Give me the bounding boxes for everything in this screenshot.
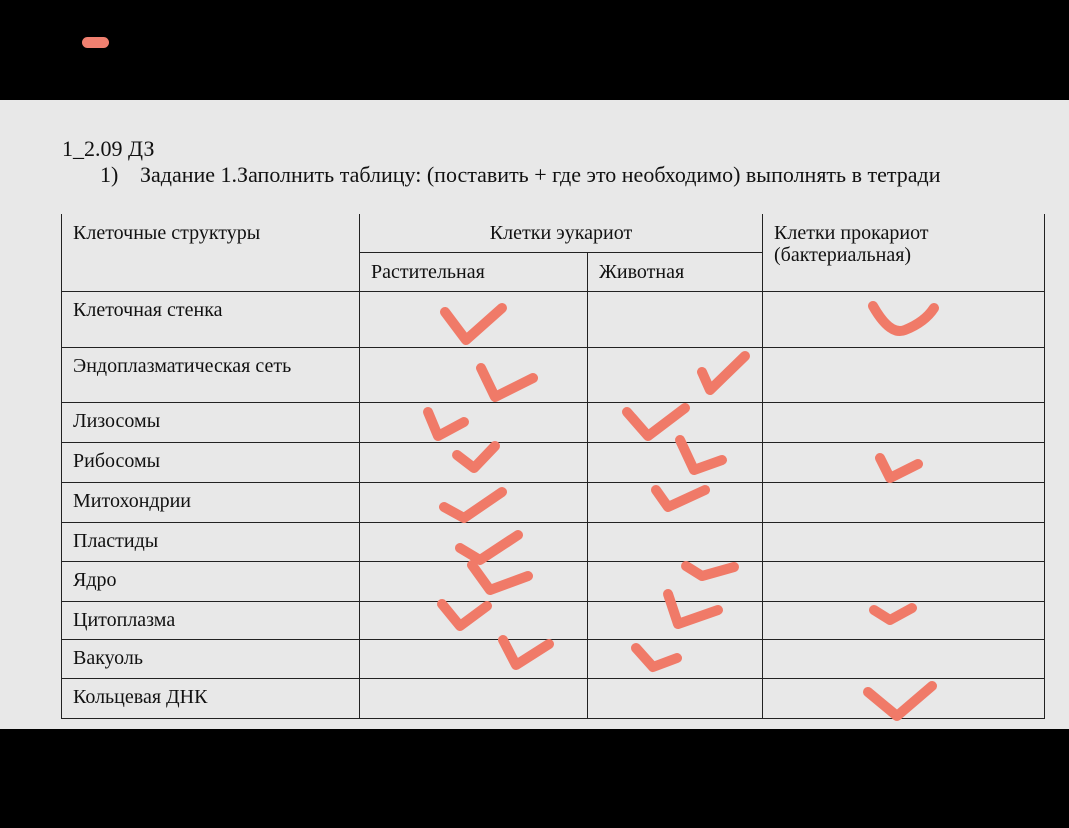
structure-name: Эндоплазматическая сеть [62, 347, 360, 402]
animal-cell [588, 639, 763, 678]
header-structures: Клеточные структуры [62, 214, 360, 291]
table-row [62, 347, 1045, 402]
animal-cell [588, 291, 763, 347]
bacteria-cell [763, 482, 1045, 522]
plant-cell [360, 522, 588, 561]
table-row [62, 678, 1045, 718]
table-row [62, 561, 1045, 601]
marker-dash [82, 37, 109, 48]
plant-cell [360, 347, 588, 402]
bacteria-cell [763, 601, 1045, 639]
structure-name: Цитоплазма [62, 601, 360, 639]
animal-cell [588, 678, 763, 718]
bacteria-cell [763, 402, 1045, 442]
table-row [62, 639, 1045, 678]
document-heading: 1_2.09 ДЗ [62, 136, 155, 161]
structure-name: Вакуоль [62, 639, 360, 678]
animal-cell [588, 561, 763, 601]
structure-name: Пластиды [62, 522, 360, 561]
bacteria-cell [763, 442, 1045, 482]
plant-cell [360, 601, 588, 639]
structure-name: Кольцевая ДНК [62, 678, 360, 718]
table-row [62, 402, 1045, 442]
header-plant: Растительная [360, 252, 588, 291]
plant-cell [360, 639, 588, 678]
plant-cell [360, 561, 588, 601]
structure-name: Лизосомы [62, 402, 360, 442]
animal-cell [588, 522, 763, 561]
bottom-black-bar [0, 729, 1069, 828]
top-black-bar [0, 0, 1069, 100]
table-row [62, 601, 1045, 639]
plant-cell [360, 442, 588, 482]
table-row [62, 482, 1045, 522]
header-eukaryotes: Клетки эукариот [360, 214, 763, 252]
structure-name: Рибосомы [62, 442, 360, 482]
bacteria-cell [763, 639, 1045, 678]
animal-cell [588, 347, 763, 402]
table-row [62, 291, 1045, 347]
bacteria-cell [763, 347, 1045, 402]
organelles-table [61, 214, 1045, 719]
plant-cell [360, 482, 588, 522]
plant-cell [360, 402, 588, 442]
structure-name: Ядро [62, 561, 360, 601]
animal-cell [588, 442, 763, 482]
bacteria-cell [763, 522, 1045, 561]
task-line [100, 162, 940, 188]
header-animal: Животная [588, 252, 763, 291]
table-row [62, 442, 1045, 482]
structure-name: Клеточная стенка [62, 291, 360, 347]
plant-cell [360, 291, 588, 347]
animal-cell [588, 402, 763, 442]
header-prokaryotes: Клетки прокариот (бактериальная) [763, 214, 1045, 291]
bacteria-cell [763, 291, 1045, 347]
animal-cell [588, 601, 763, 639]
animal-cell [588, 482, 763, 522]
bacteria-cell [763, 561, 1045, 601]
bacteria-cell [763, 678, 1045, 718]
plant-cell [360, 678, 588, 718]
structure-name: Митохондрии [62, 482, 360, 522]
task-number: 1) [100, 162, 119, 187]
table-row [62, 522, 1045, 561]
task-text: Задание 1.Заполнить таблицу: (поставить + где это необходимо) выполнять в тетради [140, 162, 941, 187]
